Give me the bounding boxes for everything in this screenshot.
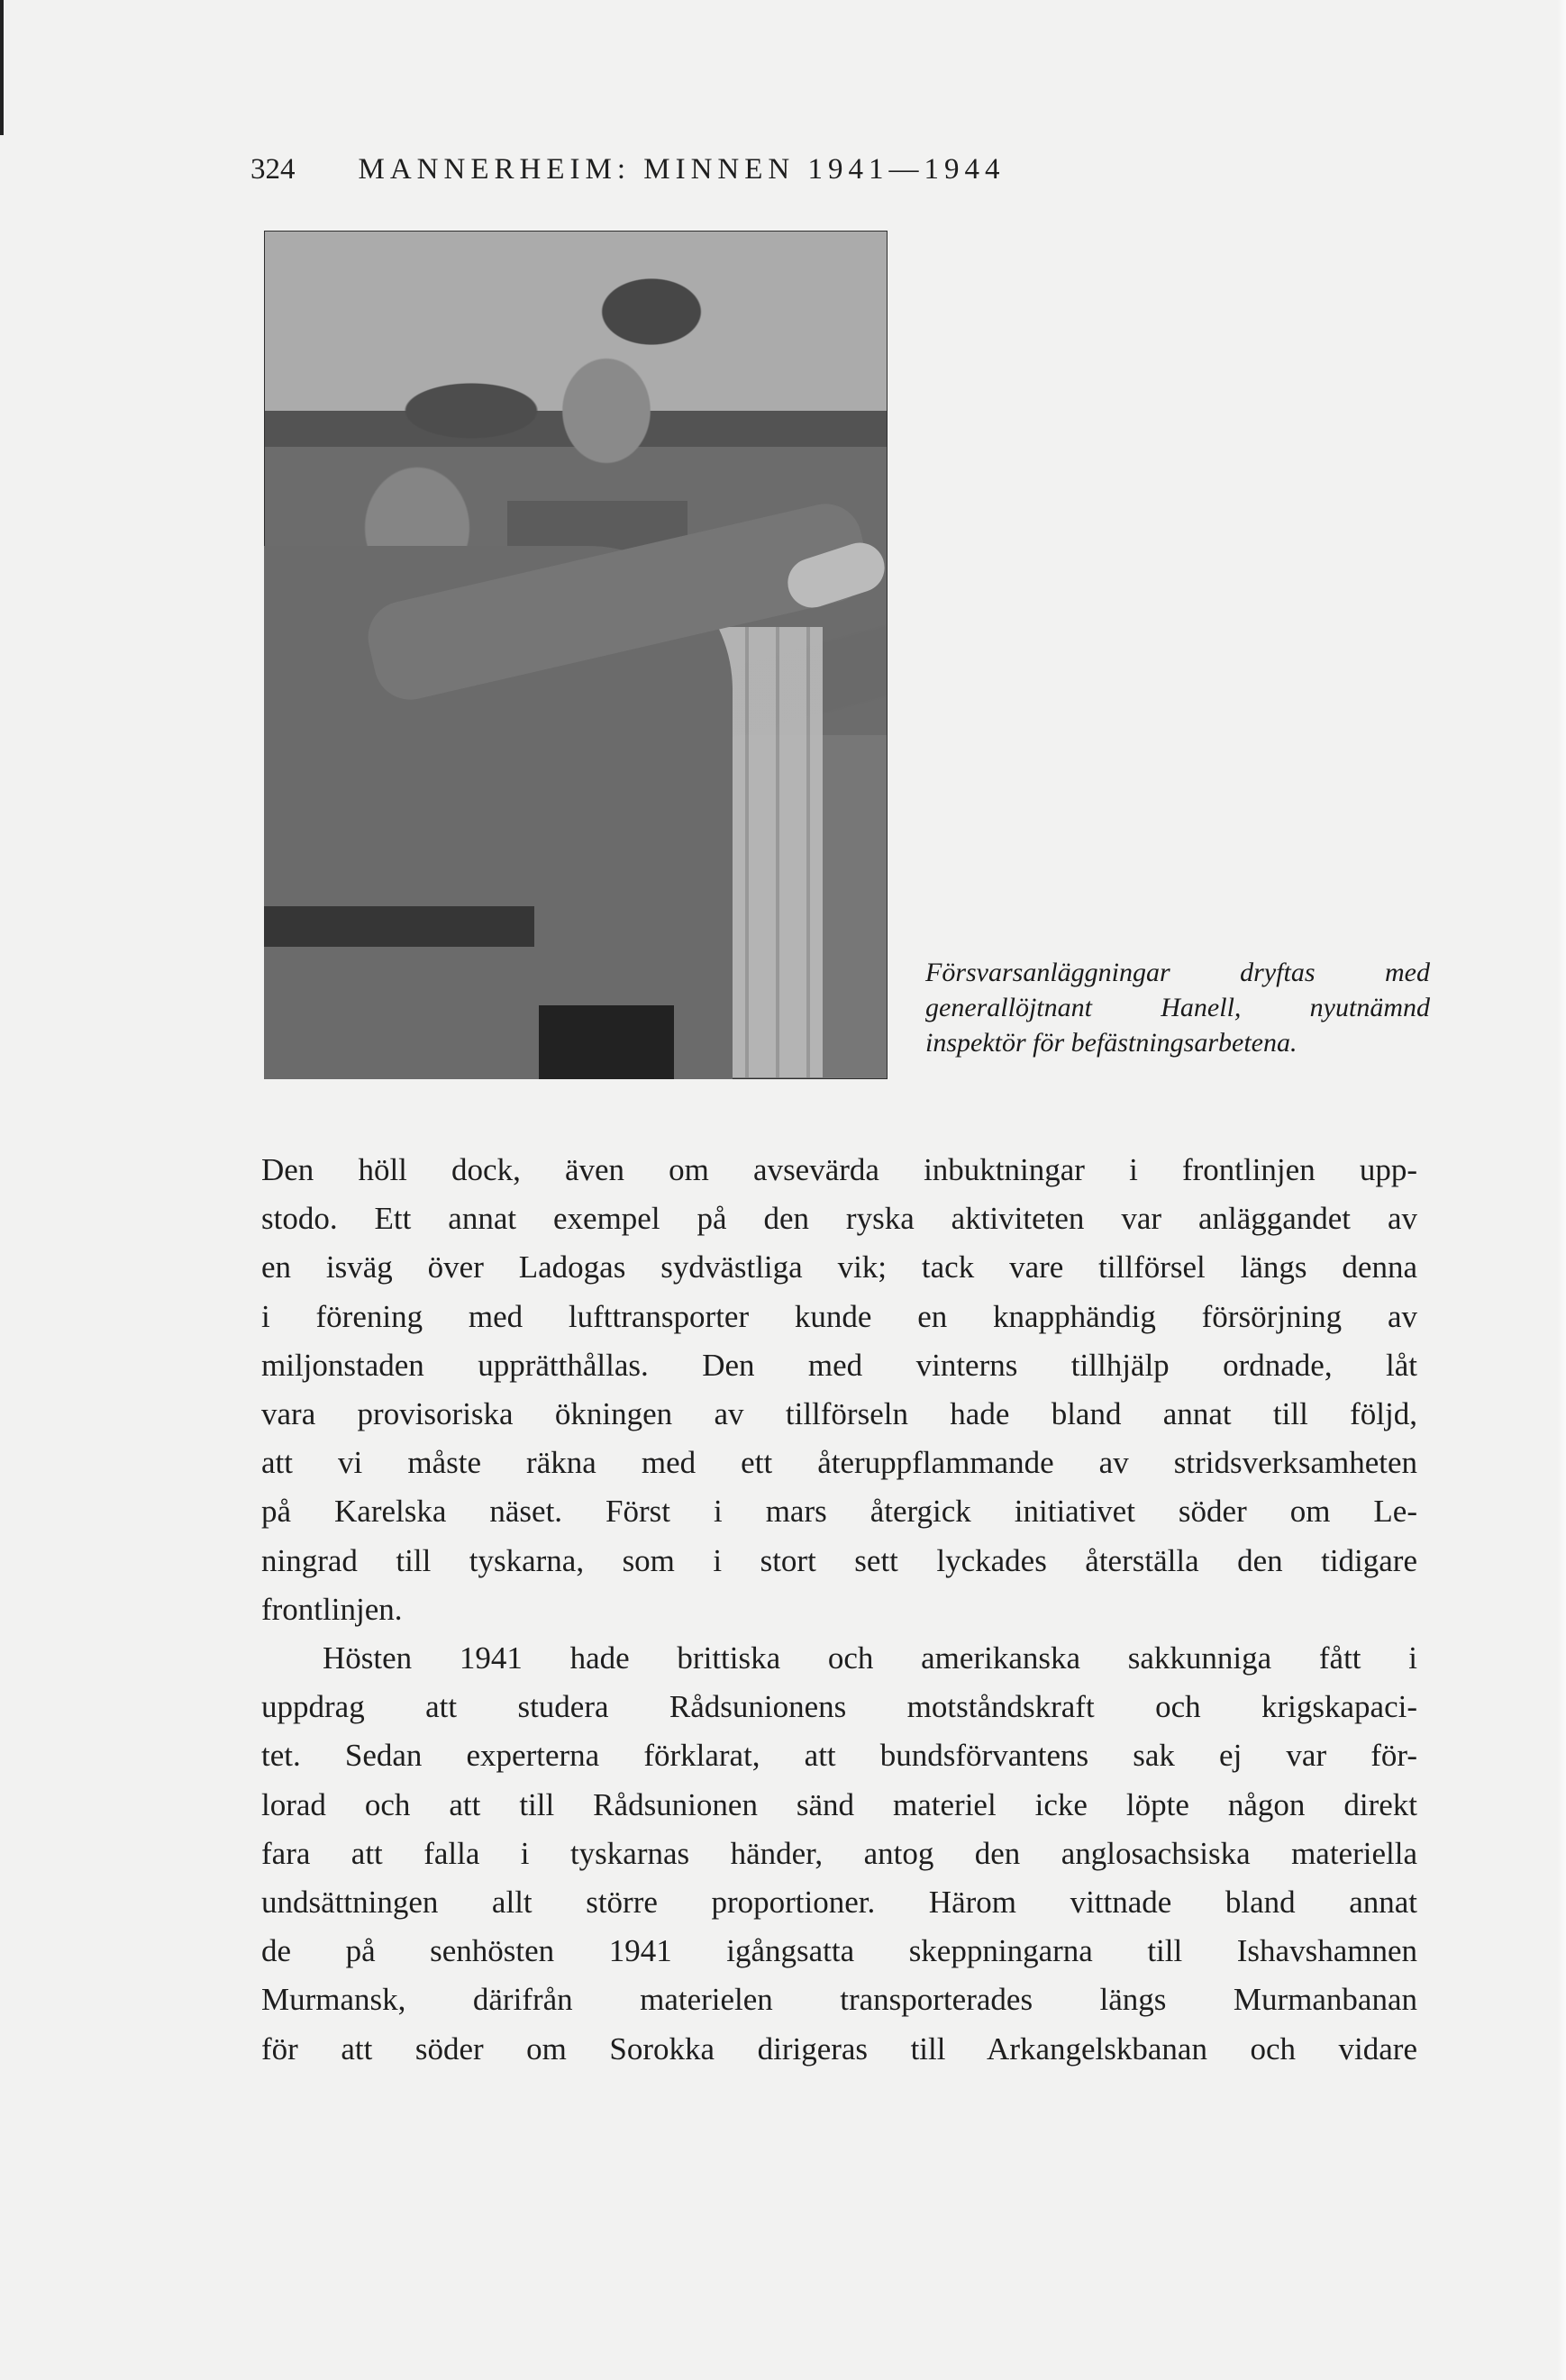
text-line: de på senhösten 1941 igångsatta skeppningarna till Ishavshamnen [261, 1933, 1417, 1969]
page-edge-right [1557, 0, 1566, 2380]
page-edge-shadow [0, 0, 4, 135]
caption-line: inspektör för befästningsarbetena. [925, 1028, 1297, 1058]
text-line: ningrad till tyskarna, som i stort sett lyckades återställa den tidigare [261, 1542, 1417, 1578]
text-line: Murmansk, därifrån materielen transporterades längs Murmanbanan [261, 1982, 1417, 2018]
text-line: miljonstaden upprätthållas. Den med vinterns tillhjälp ordnade, låt [261, 1347, 1417, 1383]
body-text [261, 1146, 1417, 2074]
running-head [250, 153, 1422, 186]
text-line: uppdrag att studera Rådsunionens motståndskraft och krigskapaci- [261, 1689, 1417, 1725]
book-title: MANNERHEIM: MINNEN 1941—1944 [358, 153, 1006, 186]
text-line: vara provisoriska ökningen av tillförseln hade bland annat till följd, [261, 1396, 1417, 1432]
text-line: fara att falla i tyskarnas händer, antog den anglosachsiska materiella [261, 1835, 1417, 1871]
photo-belt [264, 906, 534, 947]
page-number: 324 [250, 153, 296, 186]
text-line: på Karelska näset. Först i mars återgick initiativet söder om Le- [261, 1494, 1417, 1530]
text-line: tet. Sedan experterna förklarat, att bundsförvantens sak ej var för- [261, 1738, 1417, 1774]
photo-caption [925, 955, 1430, 1060]
text-line: för att söder om Sorokka dirigeras till Arkangelskbanan och vidare [261, 2030, 1417, 2067]
text-line: Den höll dock, även om avsevärda inbuktningar i frontlinjen upp- [261, 1152, 1417, 1187]
text-line: undsättningen allt större proportioner. Härom vittnade bland annat [261, 1885, 1417, 1921]
text-line: en isväg över Ladogas sydvästliga vik; tack vare tillförsel längs denna [261, 1249, 1417, 1285]
photo-boots [539, 1005, 674, 1079]
text-line: lorad och att till Rådsunionen sänd materiel icke löpte någon direkt [261, 1786, 1417, 1822]
text-line: att vi måste räkna med ett återuppflammande av stridsverksamheten [261, 1445, 1417, 1481]
text-line: i förening med lufttransporter kunde en knapphändig försörjning av [261, 1298, 1417, 1334]
caption-line: Försvarsanläggningar dryftas med [925, 958, 1430, 987]
caption-line: generallöjtnant Hanell, nyutnämnd [925, 993, 1430, 1022]
paragraph-start-line: Hösten 1941 hade brittiska och amerikanska sakkunniga fått i [323, 1640, 1417, 1676]
photograph [264, 231, 888, 1079]
text-line: frontlinjen. [261, 1591, 403, 1627]
text-line: stodo. Ett annat exempel på den ryska aktiviteten var anläggandet av [261, 1201, 1417, 1237]
